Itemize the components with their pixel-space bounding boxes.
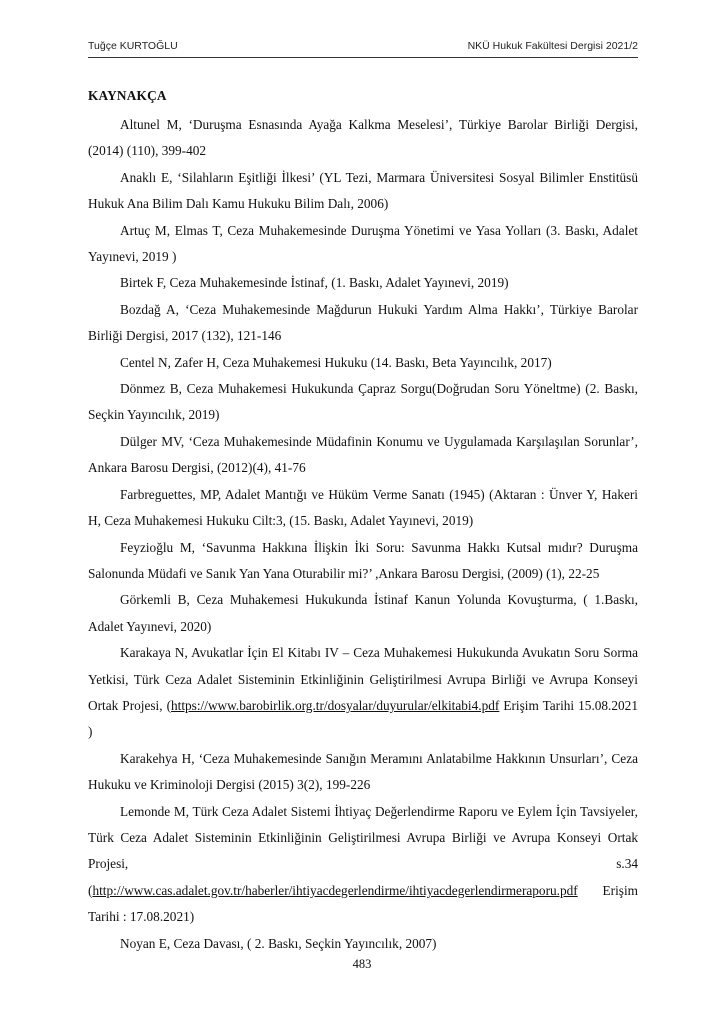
- reference-text: Centel N, Zafer H, Ceza Muhakemesi Hukuku (14. Baskı, Beta Yayıncılık, 2017): [120, 354, 552, 370]
- reference-text: Karakehya H, ‘Ceza Muhakemesinde Sanığın Meramını Anlatabilme Hakkının Unsurları’, Ceza Hukuku ve Kriminoloji Dergisi (2015) 3(2), 199-226: [88, 750, 638, 793]
- reference-entry: [88, 165, 638, 218]
- reference-text: Artuç M, Elmas T, Ceza Muhakemesinde Duruşma Yönetimi ve Yasa Yolları (3. Baskı, Adalet Yayınevi, 2019 ): [88, 222, 638, 265]
- reference-text: Dülger MV, ‘Ceza Muhakemesinde Müdafinin Konumu ve Uygulamada Karşılaşılan Sorunlar’, Ankara Barosu Dergisi, (2012)(4), 41-76: [88, 433, 638, 476]
- reference-text: Birtek F, Ceza Muhakemesinde İstinaf, (1. Baskı, Adalet Yayınevi, 2019): [120, 275, 509, 291]
- running-header: [88, 40, 638, 57]
- reference-text: Anaklı E, ‘Silahların Eşitliği İlkesi’ (YL Tezi, Marmara Üniversitesi Sosyal Bilimler Enstitüsü Hukuk Ana Bilim Dalı Kamu Hukuku Bilim Dalı, 2006): [88, 169, 638, 212]
- reference-link[interactable]: https://www.barobirlik.org.tr/dosyalar/duyurular/elkitabi4.pdf: [171, 697, 500, 713]
- reference-text: Lemonde M, Türk Ceza Adalet Sistemi İhtiyaç Değerlendirme Raporu ve Eylem İçin Tavsiyeler, Türk Ceza Adalet Sisteminin Etkinliğinin Geliştirilmesi Avrupa Birliği ve Avrupa Konseyi Ortak Projesi, s.34 (: [88, 803, 638, 898]
- reference-entry: [88, 218, 638, 271]
- reference-entry: [88, 350, 638, 376]
- header-journal: NKÜ Hukuk Fakültesi Dergisi 2021/2: [467, 40, 638, 52]
- reference-text: Altunel M, ‘Duruşma Esnasında Ayağa Kalkma Meselesi’, Türkiye Barolar Birliği Dergisi, (2014) (110), 399-402: [88, 117, 638, 159]
- reference-text: Farbreguettes, MP, Adalet Mantığı ve Hüküm Verme Sanatı (1945) (Aktaran : Ünver Y, Hakeri H, Ceza Muhakemesi Hukuku Cilt:3, (15. Baskı, Adalet Yayınevi, 2019): [88, 486, 638, 529]
- reference-entry: [88, 297, 638, 350]
- reference-entry: [88, 376, 638, 429]
- reference-entry: [88, 270, 638, 296]
- header-rule: [88, 57, 638, 58]
- reference-entry: [88, 535, 638, 588]
- reference-entry: [88, 799, 638, 931]
- reference-entry: [88, 429, 638, 482]
- reference-text: Dönmez B, Ceza Muhakemesi Hukukunda Çapraz Sorgu(Doğrudan Soru Yöneltme) (2. Baskı, Seçkin Yayıncılık, 2019): [88, 381, 638, 423]
- header-author: Tuğçe KURTOĞLU: [88, 40, 178, 52]
- reference-text: Bozdağ A, ‘Ceza Muhakemesinde Mağdurun Hukuki Yardım Alma Hakkı’, Türkiye Barolar Birliği Dergisi, 2017 (132), 121-146: [88, 301, 638, 344]
- reference-link[interactable]: http://www.cas.adalet.gov.tr/haberler/ihtiyacdegerlendirme/ihtiyacdegerlendirmeraporu.pdf: [92, 882, 578, 898]
- reference-text: Noyan E, Ceza Davası, ( 2. Baskı, Seçkin Yayıncılık, 2007): [120, 935, 437, 951]
- reference-entry: [88, 587, 638, 640]
- reference-list: [88, 112, 638, 957]
- reference-entry: [88, 112, 638, 165]
- reference-entry: [88, 931, 638, 957]
- bibliography-section: [88, 86, 638, 957]
- reference-text: Karakaya N, Avukatlar İçin El Kitabı IV – Ceza Muhakemesi Hukukunda Avukatın Soru Sorma Yetkisi, Türk Ceza Adalet Sisteminin Etkinliğinin Geliştirilmesi Avrupa Birliği ve Avrupa Konseyi Ortak Projesi, (: [88, 645, 638, 713]
- reference-entry: [88, 482, 638, 535]
- reference-access-date: Erişim Tarihi 15.08.2021 ): [88, 697, 638, 740]
- reference-text: Görkemli B, Ceza Muhakemesi Hukukunda İstinaf Kanun Yolunda Kovuşturma, ( 1.Baskı, Adalet Yayınevi, 2020): [88, 592, 638, 634]
- page-number: 483: [352, 957, 372, 971]
- reference-text: Feyzioğlu M, ‘Savunma Hakkına İlişkin İki Soru: Savunma Hakkı Kutsal mıdır? Duruşma Salonunda Müdafi ve Sanık Yan Yana Oturabilir mi?’ ,Ankara Barosu Dergisi, (2009) (1), 22-25: [88, 539, 638, 581]
- reference-entry: [88, 640, 638, 746]
- section-title: KAYNAKÇA: [88, 88, 167, 103]
- reference-access-date: Erişim Tarihi : 17.08.2021): [88, 882, 638, 925]
- reference-entry: [88, 746, 638, 799]
